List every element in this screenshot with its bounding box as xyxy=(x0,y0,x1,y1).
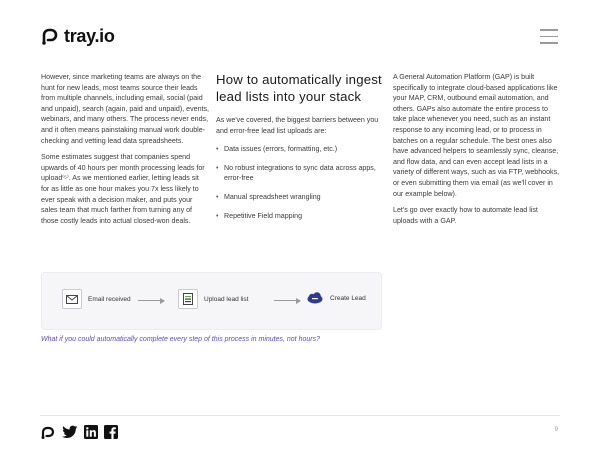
hamburger-menu-icon[interactable] xyxy=(540,29,558,49)
brand-logo[interactable] xyxy=(40,26,115,46)
list-item: • Data issues (errors, formatting, etc.) xyxy=(216,144,382,155)
tray-logo-icon xyxy=(40,26,60,46)
step-create-lead xyxy=(306,289,366,307)
step-label: Upload lead list xyxy=(204,295,249,303)
body-paragraph: However, since marketing teams are always on the hunt for new leads, most teams source their leads from multiple channels, including email, social (paid and unpaid), search (again, paid and unpaid), events, webinars, and many others. The process never ends, and it often means painstaking manual work double-checking and vetting lead data spreadsheets. xyxy=(41,73,210,145)
step-label: Email received xyxy=(88,295,131,303)
crm-lead-icon xyxy=(306,289,324,307)
list-item: • No robust integrations to sync data across apps, error-free xyxy=(216,163,382,184)
spreadsheet-icon xyxy=(178,289,198,309)
body-paragraph: Let's go over exactly how to automate lead list uploads with a GAP. xyxy=(393,206,538,225)
section-heading: How to automatically ingest lead lists into your stack xyxy=(216,72,382,104)
column-right xyxy=(393,72,561,232)
header xyxy=(40,26,560,50)
body-paragraph: A General Automation Platform (GAP) is built specifically to integrate cloud-based applications like your MAP, CRM, outbound email automation, and others. GAPs also automate the entire process to take place whenever you need, such as an instant response to any incoming lead, or to process in batches on a regular schedule. The best ones also have advanced helpers to seamlessly sync, cleanse, and flow data, and can even accept lead lists in a variety of different ways, such as via FTP, webhooks, or even submitting them via email (as we'll cover in our example below). xyxy=(393,73,560,198)
social-links xyxy=(40,425,118,439)
step-upload-lead-list xyxy=(178,289,248,309)
linkedin-icon[interactable] xyxy=(84,425,98,439)
intro-paragraph: As we've covered, the biggest barriers between you and error-free lead list uploads are: xyxy=(216,116,379,135)
facebook-icon[interactable] xyxy=(104,425,118,439)
twitter-icon[interactable] xyxy=(62,425,78,439)
column-middle xyxy=(216,72,382,229)
column-left xyxy=(41,72,209,232)
tray-logo-icon[interactable] xyxy=(40,425,56,439)
brand-name: tray.io xyxy=(64,26,115,46)
arrow-icon xyxy=(138,300,164,301)
page-number: 9 xyxy=(554,427,558,433)
step-label: Create Lead xyxy=(330,294,366,302)
workflow-diagram xyxy=(41,272,382,330)
footer-divider xyxy=(40,415,560,416)
step-email-received xyxy=(62,289,131,309)
diagram-caption: What if you could automatically complete every step of this process in minutes, not hours? xyxy=(41,336,320,343)
list-item: • Repetitive Field mapping xyxy=(216,211,382,222)
envelope-icon xyxy=(62,289,82,309)
list-item: • Manual spreadsheet wrangling xyxy=(216,192,382,203)
arrow-icon xyxy=(274,300,300,301)
barrier-list xyxy=(216,144,382,221)
body-paragraph: Some estimates suggest that companies spend upwards of 40 hours per month processing leads for upload⁽⁵⁾. As we mentioned earlier, letting leads sit for as little as one hour makes you 7x less likely to ever speak with a decision maker, and puts your sales team that much farther from turning any of those costly leads into actual closed-won deals. xyxy=(41,153,205,225)
